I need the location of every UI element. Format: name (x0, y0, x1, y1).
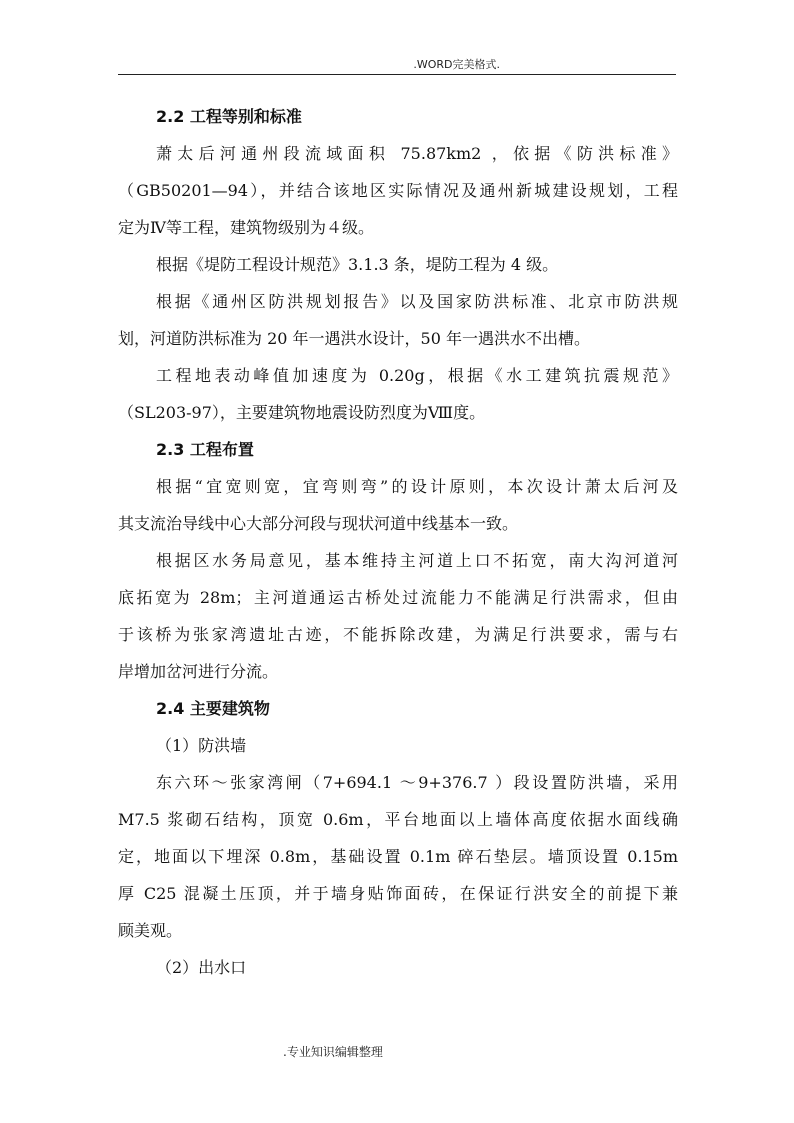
paragraph-line: （1）防洪墙 (156, 736, 247, 755)
page-footer: .专业知识编辑整理 (283, 1045, 383, 1059)
paragraph-line: 定，地面以下埋深 0.8m，基础设置 0.1m 碎石垫层。墙顶设置 0.15m (118, 847, 678, 866)
page-header (118, 56, 676, 75)
paragraph-line: 工程地表动峰值加速度为 0.20g，根据《水工建筑抗震规范》 (156, 366, 678, 385)
section-heading: 2.4 主要建筑物 (156, 699, 270, 718)
paragraph-line: （2）出水口 (156, 958, 247, 977)
section-heading: 2.2 工程等别和标准 (156, 107, 302, 126)
document-body (118, 98, 678, 986)
paragraph-line: 根据《堤防工程设计规范》3.1.3 条，堤防工程为 4 级。 (156, 255, 559, 274)
header-text: .WORD完美格式. (413, 58, 500, 71)
paragraph-line: 根据《通州区防洪规划报告》以及国家防洪标准、北京市防洪规 (156, 292, 678, 311)
section-heading: 2.3 工程布置 (156, 440, 254, 459)
paragraph-line: 其支流治导线中心大部分河段与现状河道中线基本一致。 (118, 514, 519, 533)
paragraph-line: 根据“宜宽则宽，宜弯则弯”的设计原则，本次设计萧太后河及 (156, 477, 678, 496)
paragraph-line: 划，河道防洪标准为 20 年一遇洪水设计，50 年一遇洪水不出槽。 (118, 329, 590, 348)
paragraph-line: 东六环～张家湾闸（7+694.1 ～9+376.7 ）段设置防洪墙，采用 (156, 773, 678, 792)
paragraph-line: 于该桥为张家湾遗址古迹，不能拆除改建，为满足行洪要求，需与右 (118, 625, 678, 644)
paragraph-line: （GB50201—94），并结合该地区实际情况及通州新城建设规划，工程 (118, 181, 678, 200)
paragraph-line: 萧太后河通州段流域面积 75.87km2 ，依据《防洪标准》 (156, 144, 678, 163)
paragraph-line: 岸增加岔河进行分流。 (118, 662, 279, 681)
paragraph-line: 厚 C25 混凝土压顶，并于墙身贴饰面砖，在保证行洪安全的前提下兼 (118, 884, 678, 903)
paragraph-line: M7.5 浆砌石结构，顶宽 0.6m，平台地面以上墙体高度依据水面线确 (118, 810, 678, 829)
paragraph-line: 顾美观。 (118, 921, 183, 940)
paragraph-line: （SL203-97），主要建筑物地震设防烈度为Ⅷ度。 (118, 403, 486, 422)
paragraph-line: 定为Ⅳ等工程，建筑物级别为４级。 (118, 218, 374, 237)
paragraph-line: 底拓宽为 28m；主河道通运古桥处过流能力不能满足行洪需求，但由 (118, 588, 678, 607)
paragraph-line: 根据区水务局意见，基本维持主河道上口不拓宽，南大沟河道河 (156, 551, 678, 570)
